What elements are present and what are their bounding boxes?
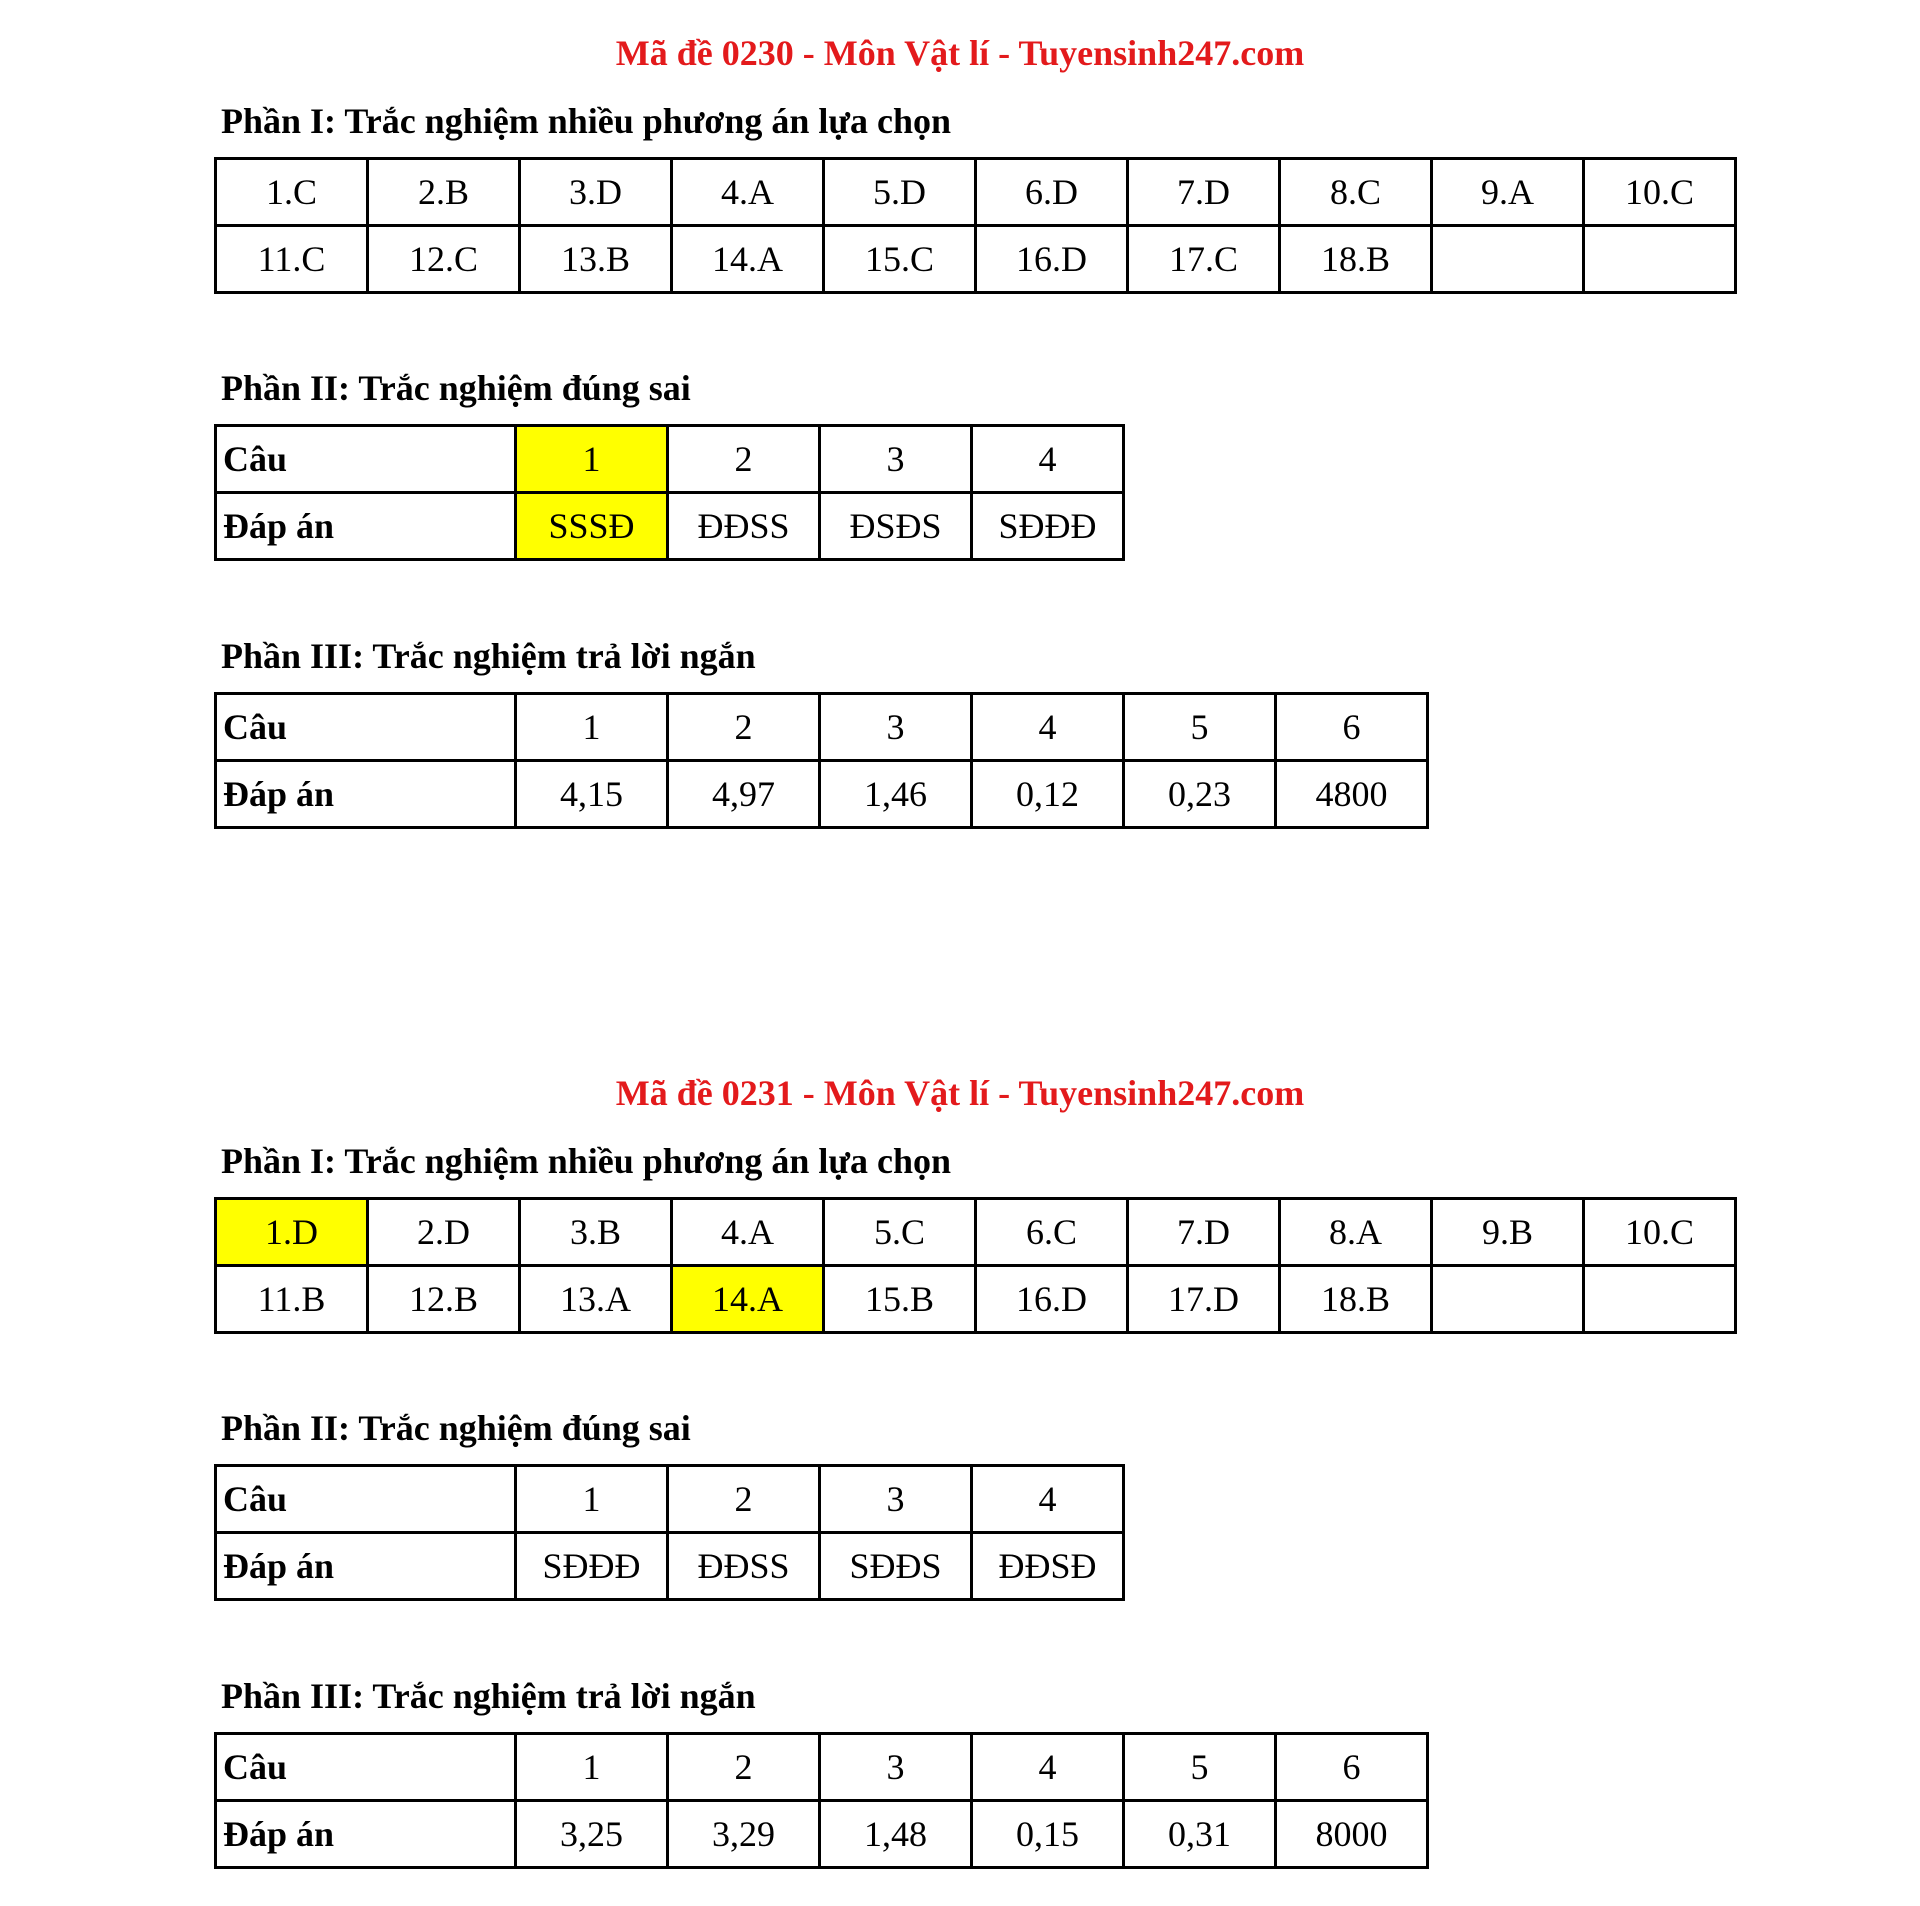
question-number: 3	[820, 1734, 972, 1801]
question-number-highlighted: 1	[516, 426, 668, 493]
answer-cell: 13.A	[520, 1266, 672, 1333]
part3-table	[214, 692, 1429, 829]
answer-cell: 1,46	[820, 761, 972, 828]
part1-heading: Phần I: Trắc nghiệm nhiều phương án lựa chọn	[221, 101, 951, 141]
answer-cell: 0,31	[1124, 1801, 1276, 1868]
question-number: 4	[972, 426, 1124, 493]
part3-heading: Phần III: Trắc nghiệm trả lời ngắn	[221, 1676, 756, 1716]
part1-table	[214, 1197, 1737, 1334]
answer-cell: 17.D	[1128, 1266, 1280, 1333]
empty-cell	[1584, 226, 1736, 293]
question-number: 1	[516, 1466, 668, 1533]
table-row	[216, 1199, 1736, 1266]
table-row	[216, 1533, 1124, 1600]
table-row	[216, 1266, 1736, 1333]
answer-cell: 5.D	[824, 159, 976, 226]
empty-cell	[1432, 1266, 1584, 1333]
answer-label: Đáp án	[216, 493, 516, 560]
answer-cell: 1,48	[820, 1801, 972, 1868]
question-label: Câu	[216, 1466, 516, 1533]
question-number: 2	[668, 1466, 820, 1533]
part2-heading: Phần II: Trắc nghiệm đúng sai	[221, 1408, 691, 1448]
answer-cell: 6.C	[976, 1199, 1128, 1266]
answer-cell: 7.D	[1128, 159, 1280, 226]
question-number: 5	[1124, 694, 1276, 761]
part2-heading: Phần II: Trắc nghiệm đúng sai	[221, 368, 691, 408]
answer-label: Đáp án	[216, 761, 516, 828]
answer-cell: 16.D	[976, 226, 1128, 293]
answer-cell: 13.B	[520, 226, 672, 293]
question-number: 4	[972, 1734, 1124, 1801]
answer-cell-highlighted: 1.D	[216, 1199, 368, 1266]
table-row	[216, 226, 1736, 293]
question-number: 5	[1124, 1734, 1276, 1801]
table-row	[216, 1801, 1428, 1868]
part2-table	[214, 1464, 1125, 1601]
answer-cell: 0,12	[972, 761, 1124, 828]
answer-cell: 4,15	[516, 761, 668, 828]
exam-title: Mã đề 0230 - Môn Vật lí - Tuyensinh247.com	[615, 33, 1305, 73]
part2-table	[214, 424, 1125, 561]
question-number: 2	[668, 1734, 820, 1801]
answer-cell: 1.C	[216, 159, 368, 226]
answer-cell: 12.C	[368, 226, 520, 293]
answer-cell: 15.C	[824, 226, 976, 293]
answer-cell: 4800	[1276, 761, 1428, 828]
answer-cell-highlighted: 14.A	[672, 1266, 824, 1333]
answer-cell: ĐĐSĐ	[972, 1533, 1124, 1600]
table-row	[216, 694, 1428, 761]
answer-cell: 0,15	[972, 1801, 1124, 1868]
empty-cell	[1432, 226, 1584, 293]
table-row	[216, 1466, 1124, 1533]
answer-label: Đáp án	[216, 1801, 516, 1868]
answer-cell: 3.B	[520, 1199, 672, 1266]
answer-cell: 10.C	[1584, 1199, 1736, 1266]
answer-cell: ĐSĐS	[820, 493, 972, 560]
answer-cell: 7.D	[1128, 1199, 1280, 1266]
table-row	[216, 159, 1736, 226]
answer-cell: 3,29	[668, 1801, 820, 1868]
answer-cell: 2.B	[368, 159, 520, 226]
question-number: 4	[972, 694, 1124, 761]
question-number: 6	[1276, 1734, 1428, 1801]
table-row	[216, 426, 1124, 493]
part1-table	[214, 157, 1737, 294]
answer-cell: 15.B	[824, 1266, 976, 1333]
answer-cell: 12.B	[368, 1266, 520, 1333]
answer-cell-highlighted: SSSĐ	[516, 493, 668, 560]
question-label: Câu	[216, 426, 516, 493]
part1-heading: Phần I: Trắc nghiệm nhiều phương án lựa chọn	[221, 1141, 951, 1181]
answer-cell: 4.A	[672, 159, 824, 226]
question-number: 4	[972, 1466, 1124, 1533]
answer-cell: ĐĐSS	[668, 493, 820, 560]
table-row	[216, 493, 1124, 560]
answer-cell: 8.A	[1280, 1199, 1432, 1266]
answer-cell: 11.B	[216, 1266, 368, 1333]
answer-cell: ĐĐSS	[668, 1533, 820, 1600]
question-number: 1	[516, 694, 668, 761]
exam-title: Mã đề 0231 - Môn Vật lí - Tuyensinh247.com	[615, 1073, 1305, 1113]
answer-cell: 11.C	[216, 226, 368, 293]
question-number: 2	[668, 694, 820, 761]
table-row	[216, 761, 1428, 828]
question-number: 2	[668, 426, 820, 493]
answer-cell: 2.D	[368, 1199, 520, 1266]
answer-cell: 8.C	[1280, 159, 1432, 226]
answer-cell: 3.D	[520, 159, 672, 226]
answer-cell: 10.C	[1584, 159, 1736, 226]
question-number: 3	[820, 694, 972, 761]
answer-cell: 3,25	[516, 1801, 668, 1868]
answer-cell: SĐĐĐ	[972, 493, 1124, 560]
question-number: 6	[1276, 694, 1428, 761]
answer-cell: SĐĐS	[820, 1533, 972, 1600]
answer-cell: 8000	[1276, 1801, 1428, 1868]
answer-cell: 0,23	[1124, 761, 1276, 828]
answer-label: Đáp án	[216, 1533, 516, 1600]
answer-cell: 4,97	[668, 761, 820, 828]
part3-table	[214, 1732, 1429, 1869]
answer-cell: 14.A	[672, 226, 824, 293]
answer-cell: 9.B	[1432, 1199, 1584, 1266]
question-number: 1	[516, 1734, 668, 1801]
question-label: Câu	[216, 694, 516, 761]
answer-cell: 18.B	[1280, 1266, 1432, 1333]
table-row	[216, 1734, 1428, 1801]
question-number: 3	[820, 1466, 972, 1533]
question-number: 3	[820, 426, 972, 493]
empty-cell	[1584, 1266, 1736, 1333]
part3-heading: Phần III: Trắc nghiệm trả lời ngắn	[221, 636, 756, 676]
answer-cell: 6.D	[976, 159, 1128, 226]
answer-cell: 18.B	[1280, 226, 1432, 293]
answer-cell: 9.A	[1432, 159, 1584, 226]
answer-cell: 5.C	[824, 1199, 976, 1266]
answer-cell: 4.A	[672, 1199, 824, 1266]
answer-cell: 17.C	[1128, 226, 1280, 293]
answer-cell: 16.D	[976, 1266, 1128, 1333]
answer-cell: SĐĐĐ	[516, 1533, 668, 1600]
question-label: Câu	[216, 1734, 516, 1801]
